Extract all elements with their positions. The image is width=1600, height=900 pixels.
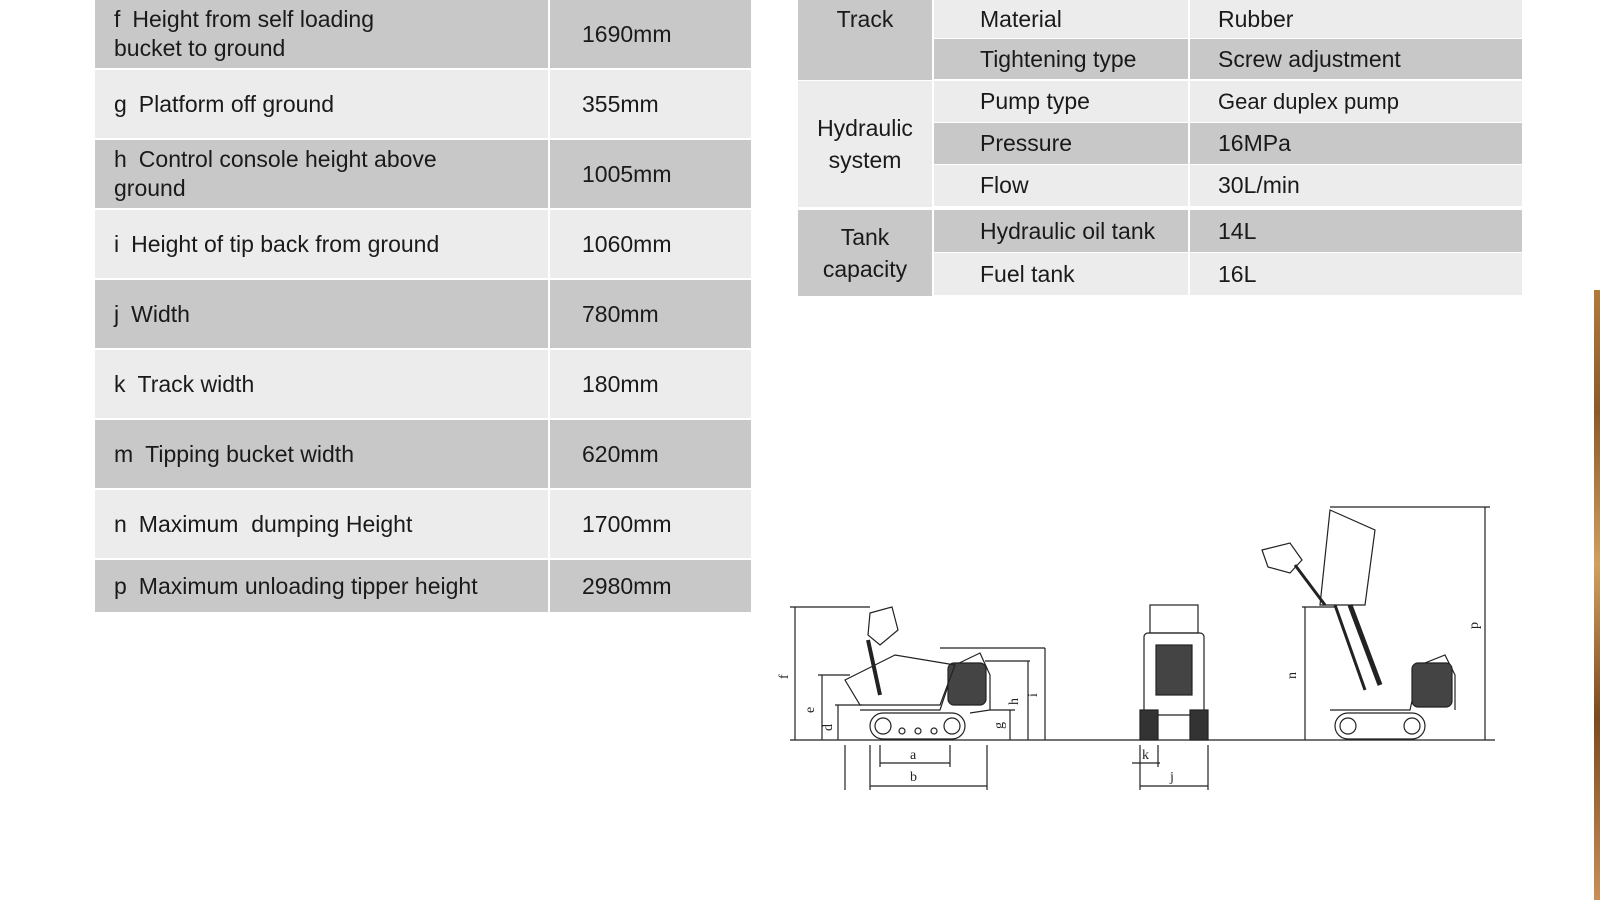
row-letter: p bbox=[114, 572, 127, 599]
row-letter: f bbox=[114, 6, 121, 32]
spec-value: 16MPa bbox=[1218, 130, 1291, 156]
spec-value: Gear duplex pump bbox=[1218, 88, 1399, 114]
row-label-text: Height from self loading bbox=[132, 6, 375, 32]
row-value: 1690mm bbox=[582, 20, 672, 47]
row-label-text: Maximum unloading tipper height bbox=[138, 572, 478, 599]
group-header-line: Tank bbox=[840, 224, 890, 250]
row-label-text: Control console height above bbox=[138, 146, 437, 172]
row-label bbox=[95, 210, 550, 278]
dimension-label-e: e bbox=[803, 706, 818, 713]
row-label-text: Platform off ground bbox=[138, 90, 334, 117]
spec-row bbox=[932, 210, 1522, 253]
row-label bbox=[95, 70, 550, 138]
row-label bbox=[95, 280, 550, 348]
table-row bbox=[95, 210, 751, 280]
row-label-text: Track width bbox=[137, 370, 255, 397]
row-value: 780mm bbox=[582, 300, 659, 327]
spec-value: 30L/min bbox=[1218, 172, 1300, 198]
dimension-label-f: f bbox=[777, 674, 792, 679]
group-header-line: Hydraulic bbox=[817, 115, 913, 141]
table-row bbox=[95, 70, 751, 140]
spec-group-hydraulic bbox=[798, 81, 1522, 207]
dimension-drawing bbox=[777, 505, 1520, 815]
side-view-dimension-labels bbox=[777, 674, 1041, 785]
row-letter: i bbox=[114, 230, 120, 257]
dump-bucket bbox=[845, 655, 955, 705]
spec-row bbox=[932, 123, 1522, 165]
dimension-label-k: k bbox=[1142, 748, 1149, 763]
raised-dump-bucket bbox=[1320, 510, 1375, 605]
row-letter: n bbox=[114, 510, 127, 537]
dimension-label-i: i bbox=[1026, 693, 1041, 697]
row-label bbox=[95, 420, 550, 488]
engine-grille bbox=[1412, 663, 1452, 707]
spec-value: 14L bbox=[1218, 217, 1257, 244]
background-photo-edge bbox=[1594, 290, 1600, 900]
spec-group-tank bbox=[798, 210, 1522, 296]
table-row bbox=[95, 280, 751, 350]
technical-drawings bbox=[777, 505, 1520, 815]
loading-bucket bbox=[868, 607, 898, 645]
row-label-text: ground bbox=[114, 175, 186, 201]
table-row bbox=[95, 490, 751, 560]
track bbox=[1335, 713, 1425, 739]
track bbox=[870, 713, 965, 739]
row-label bbox=[95, 140, 550, 208]
group-header bbox=[798, 210, 932, 296]
table-row bbox=[95, 420, 751, 490]
spec-value: 16L bbox=[1218, 260, 1257, 287]
group-header-line: capacity bbox=[822, 256, 908, 282]
spec-group-track bbox=[798, 0, 1522, 80]
spec-name: Material bbox=[932, 0, 1190, 38]
dimension-label-g: g bbox=[992, 722, 1007, 729]
spec-name: Pump type bbox=[932, 81, 1190, 122]
row-value: 355mm bbox=[582, 90, 659, 117]
spec-name: Tightening type bbox=[932, 39, 1190, 79]
table-row bbox=[95, 140, 751, 210]
spec-name: Flow bbox=[932, 165, 1190, 206]
row-letter: k bbox=[114, 370, 126, 397]
row-label-text: Width bbox=[131, 300, 190, 327]
spec-name: Hydraulic oil tank bbox=[932, 210, 1190, 252]
front-bucket bbox=[1150, 605, 1198, 633]
row-letter: j bbox=[114, 300, 120, 327]
spec-value: Screw adjustment bbox=[1218, 45, 1401, 72]
row-label bbox=[95, 0, 550, 68]
spec-row bbox=[932, 81, 1522, 123]
spec-name: Pressure bbox=[932, 123, 1190, 164]
dimension-label-n: n bbox=[1285, 672, 1300, 679]
spec-row bbox=[932, 39, 1522, 80]
row-value: 1700mm bbox=[582, 510, 672, 537]
row-letter: g bbox=[114, 90, 127, 117]
tipping-view-machine bbox=[1262, 507, 1490, 740]
spec-value: Rubber bbox=[1218, 5, 1294, 32]
dimension-label-d: d bbox=[821, 724, 836, 731]
row-label-text: Height of tip back from ground bbox=[131, 230, 440, 257]
dimensions-table bbox=[95, 0, 751, 612]
dimension-label-p: p bbox=[1467, 622, 1482, 629]
table-row bbox=[95, 560, 751, 612]
table-row bbox=[95, 350, 751, 420]
row-label-text: Tipping bucket width bbox=[145, 440, 354, 467]
row-label bbox=[95, 350, 550, 418]
dimension-label-h: h bbox=[1007, 698, 1022, 705]
row-value: 180mm bbox=[582, 370, 659, 397]
row-value: 620mm bbox=[582, 440, 659, 467]
row-letter: h bbox=[114, 146, 127, 172]
table-row bbox=[95, 0, 751, 70]
spec-row bbox=[932, 0, 1522, 39]
spec-name: Fuel tank bbox=[932, 253, 1190, 295]
spec-row bbox=[932, 165, 1522, 207]
group-header bbox=[798, 81, 932, 207]
front-grille bbox=[1156, 645, 1192, 695]
row-label bbox=[95, 490, 550, 558]
row-label-text: bucket to ground bbox=[114, 35, 286, 61]
row-letter: m bbox=[114, 440, 134, 467]
row-value: 2980mm bbox=[582, 572, 672, 599]
specs-table bbox=[798, 0, 1522, 296]
spec-row bbox=[932, 253, 1522, 296]
dimension-label-a: a bbox=[910, 748, 917, 763]
right-track bbox=[1190, 710, 1208, 740]
group-header: Track bbox=[798, 0, 932, 80]
left-track bbox=[1140, 710, 1158, 740]
dimension-label-j: j bbox=[1170, 770, 1174, 785]
row-label-text: Maximum dumping Height bbox=[138, 510, 413, 537]
row-value: 1060mm bbox=[582, 230, 672, 257]
row-label bbox=[95, 560, 550, 612]
group-header-line: system bbox=[828, 147, 902, 173]
dimension-label-b: b bbox=[910, 770, 917, 785]
row-value: 1005mm bbox=[582, 160, 672, 187]
